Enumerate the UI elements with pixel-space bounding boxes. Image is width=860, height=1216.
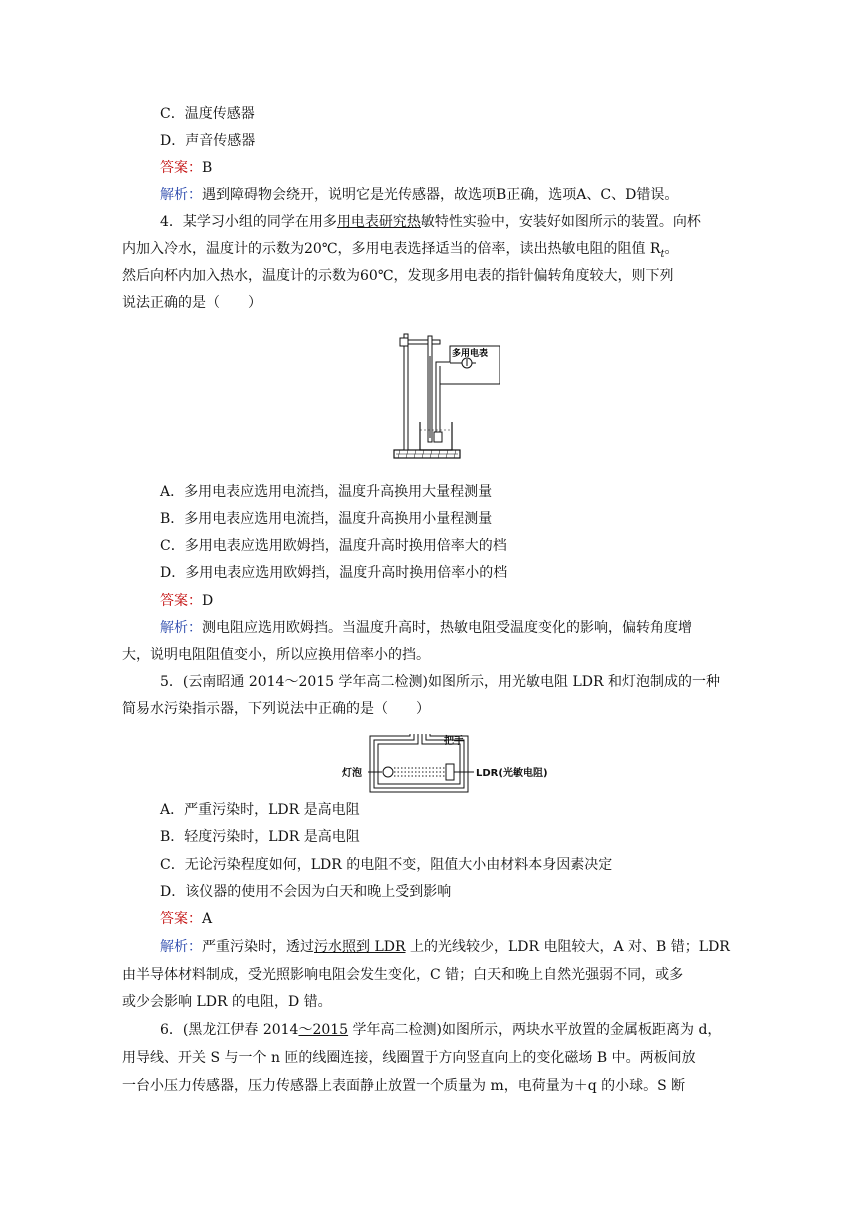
option-c-prev: C．温度传感器 [160,106,255,122]
q4-answer [160,591,213,611]
analysis-label: 解析： [160,939,202,955]
q4-stem-line1 [160,212,701,232]
q4-stem-line2 [122,239,679,265]
q3-analysis [160,185,678,205]
q5-option-a: A．严重污染时，LDR 是高电阻 [160,802,360,818]
water-pollution-indicator-figure [342,730,548,798]
analysis-label: 解析： [160,620,202,636]
analysis-underlined: 污水照到 LDR [314,939,406,955]
handle-label: 把手 [444,736,464,747]
q5-stem-line1: 5．(云南昭通 2014～2015 学年高二检测)如图所示，用光敏电阻 LDR 和灯泡制成的一种 [160,674,720,690]
analysis-text: 严重污染时，透过 [202,939,314,955]
q4-stem-line2-text: 内加入冷水，温度计的示数为20℃，多用电表选择适当的倍率，读出热敏电阻的阻值 R [122,241,661,257]
answer-label: 答案： [160,911,202,927]
q4-option-a: A．多用电表应选用电流挡，温度升高换用大量程测量 [160,484,493,500]
q4-option-c: C．多用电表应选用欧姆挡，温度升高时换用倍率大的档 [160,538,507,554]
q4-stem-line2-end: 。 [664,241,679,257]
thermistor-experiment-figure [390,326,500,464]
lamp-label: 灯泡 [342,768,362,779]
q4-subscript: t [660,248,665,260]
answer-label: 答案： [160,160,202,176]
q4-stem-text: 4．某学习小组的同学在用多 [160,214,337,230]
q6-stem-line1 [160,1020,721,1040]
analysis-label: 解析： [160,187,202,203]
q6-stem-line3: 一台小压力传感器，压力传感器上表面静止放置一个质量为 m，电荷量为＋q 的小球。S 断 [122,1078,686,1094]
figure-meter-label: 多用电表 [452,349,489,359]
q5-answer [160,909,212,929]
q4-analysis-line1 [160,618,692,638]
q4-stem-underlined: 用电表研究热 [336,214,421,230]
q6-stem-underlined: ～2015 [298,1022,349,1038]
q4-analysis-line2: 大，说明电阻阻值变小，所以应换用倍率小的挡。 [122,647,430,663]
q4-option-d: D．多用电表应选用欧姆挡，温度升高时换用倍率小的档 [160,565,508,581]
q5-analysis-line2: 由半导体材料制成，受光照影响电阻会发生变化，C 错；白天和晚上自然光强弱不同，或多 [122,967,684,983]
q6-stem-text: 6．(黑龙江伊春 2014 [160,1022,299,1038]
option-d-prev: D．声音传感器 [160,133,256,149]
answer-value: A [202,911,213,927]
ldr-label: LDR(光敏电阻) [476,768,548,779]
q4-option-b: B．多用电表应选用电流挡，温度升高换用小量程测量 [160,511,493,527]
q4-stem-line4: 说法正确的是（ ） [122,295,262,311]
q5-option-c: C．无论污染程度如何，LDR 的电阻不变，阻值大小由材料本身因素决定 [160,857,613,873]
q4-stem-line3: 然后向杯内加入热水，温度计的示数为60℃，发现多用电表的指针偏转角度较大，则下列 [122,268,674,284]
q5-option-b: B．轻度污染时，LDR 是高电阻 [160,829,360,845]
q3-answer [160,158,212,178]
q6-stem-line2: 用导线、开关 S 与一个 n 匝的线圈连接，线圈置于方向竖直向上的变化磁场 B 中。两板间放 [122,1050,696,1066]
analysis-text: 遇到障碍物会绕开，说明它是光传感器，故选项B正确，选项A、C、D错误。 [202,187,679,203]
q4-stem-text-2: 敏特性实验中，安装好如图所示的装置。向杯 [420,214,701,230]
analysis-text-2: 上的光线较少，LDR 电阻较大，A 对、B 错；LDR [405,939,730,955]
q5-option-d: D．该仪器的使用不会因为白天和晚上受到影响 [160,884,452,900]
q5-stem-line2: 简易水污染指示器，下列说法中正确的是（ ） [122,701,430,717]
q5-analysis-line3: 或少会影响 LDR 的电阻，D 错。 [122,994,332,1010]
q5-analysis-line1 [160,937,730,957]
answer-label: 答案： [160,593,202,609]
analysis-text: 测电阻应选用欧姆挡。当温度升高时，热敏电阻受温度变化的影响，偏转角度增 [202,620,692,636]
q6-stem-text-2: 学年高二检测)如图所示，两块水平放置的金属板距离为 d， [348,1022,722,1038]
answer-value: B [202,160,213,176]
answer-value: D [202,593,214,609]
